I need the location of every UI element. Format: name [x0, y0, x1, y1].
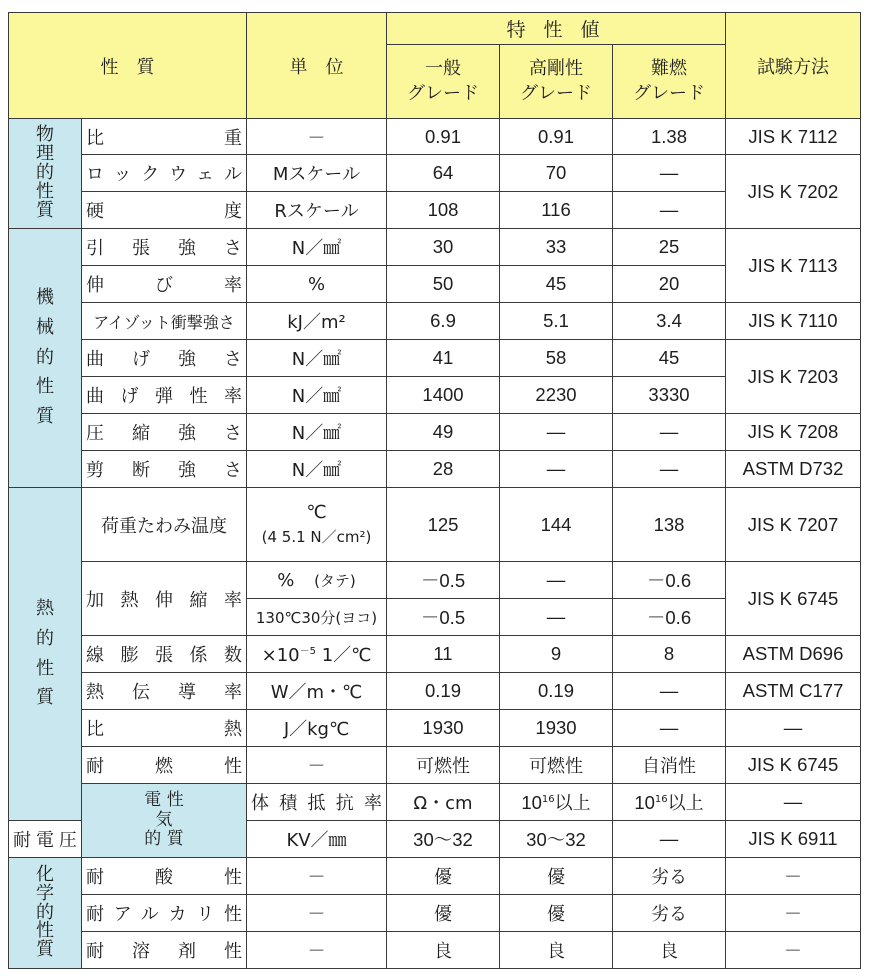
value-high-rigidity: 144: [500, 488, 613, 562]
category-char: 性: [36, 657, 54, 679]
grade-general-line2: グレード: [407, 82, 479, 104]
method-cell: JIS K 7208: [726, 414, 861, 451]
unit-suffix: 1／℃: [321, 645, 372, 666]
table-row: [9, 747, 861, 784]
category-chemical: [9, 858, 82, 969]
property-label: 荷重たわみ温度: [82, 488, 247, 562]
table-row: [9, 784, 861, 821]
value-flame-retardant: —: [726, 784, 861, 821]
method-cell: —: [726, 710, 861, 747]
table-row: [9, 119, 861, 155]
category-line: 気: [155, 809, 173, 830]
header-grade-general: [387, 45, 500, 119]
property-label: 引張強さ: [82, 229, 247, 266]
property-label: 硬 度: [82, 192, 247, 229]
category-char: 化: [36, 863, 54, 885]
grade-high-rigidity-line1: 高剛性: [529, 58, 583, 80]
value-flame-retardant: 劣る: [613, 858, 726, 895]
category-char: 質: [36, 406, 54, 428]
unit-cell: －: [247, 858, 387, 895]
unit-cell: N／㎟: [247, 414, 387, 451]
value-high-rigidity: —: [500, 451, 613, 488]
value-high-rigidity: 優: [500, 858, 613, 895]
value-flame-retardant: —: [613, 451, 726, 488]
value-general: 良: [387, 932, 500, 969]
value-general: [500, 784, 613, 821]
unit-cell: －: [247, 895, 387, 932]
category-char: 学: [36, 882, 54, 904]
unit-cell: %: [247, 266, 387, 303]
category-char: 性: [36, 376, 54, 398]
value-flame-retardant: －0.6: [613, 562, 726, 599]
category-char: 性: [36, 180, 54, 202]
header-unit: [247, 13, 387, 119]
category-line: 電 性: [144, 790, 184, 811]
value-general: 0.19: [387, 673, 500, 710]
value-high-rigidity: 優: [500, 895, 613, 932]
value-general: 可燃性: [387, 747, 500, 784]
method-cell: JIS K 6911: [726, 821, 861, 858]
unit-cell: N／㎟: [247, 377, 387, 414]
value-general: 49: [387, 414, 500, 451]
value-flame-retardant: 良: [613, 932, 726, 969]
value-flame-retardant: —: [613, 821, 726, 858]
unit-cell: [247, 562, 387, 599]
table-row: [9, 710, 861, 747]
value-general: 28: [387, 451, 500, 488]
value-high-rigidity: [613, 784, 726, 821]
value-high-rigidity: 1930: [500, 710, 613, 747]
value-high-rigidity: —: [500, 414, 613, 451]
property-label: 比 重: [82, 119, 247, 155]
property-label: 耐溶剤性: [82, 932, 247, 969]
unit-cell: －: [247, 932, 387, 969]
value-flame-retardant: —: [613, 673, 726, 710]
category-char: 質: [36, 939, 54, 961]
category-char: 機: [36, 286, 54, 308]
table-row: [9, 858, 861, 895]
value-suffix: 以上: [554, 793, 591, 814]
header-method: 試験方法: [726, 13, 861, 119]
value-high-rigidity: 45: [500, 266, 613, 303]
value-flame-retardant: 20: [613, 266, 726, 303]
property-label: アイゾット衝撃強さ: [82, 303, 247, 340]
unit-cell: [247, 636, 387, 673]
property-label: 曲げ弾性率: [82, 377, 247, 414]
property-label: 圧縮強さ: [82, 414, 247, 451]
category-char: 理: [36, 143, 54, 165]
value-high-rigidity: 116: [500, 192, 613, 229]
value-general: －0.5: [387, 562, 500, 599]
value-base: 10: [634, 792, 655, 813]
category-char: 質: [36, 199, 54, 221]
value-exponent: 16: [654, 794, 668, 805]
category-char: 質: [36, 687, 54, 709]
header-grade-flame-retardant: [613, 45, 726, 119]
value-high-rigidity: 0.91: [500, 119, 613, 155]
unit-cell: －: [247, 747, 387, 784]
property-label: 曲げ強さ: [82, 340, 247, 377]
category-electrical: [82, 784, 247, 858]
property-label: 耐アルカリ性: [82, 895, 247, 932]
value-general: 0.91: [387, 119, 500, 155]
method-cell: ASTM D732: [726, 451, 861, 488]
header-property: [9, 13, 247, 119]
method-cell: －: [726, 895, 861, 932]
property-label: 耐電圧: [9, 821, 82, 858]
table-row: [9, 488, 861, 562]
unit-exponent: －5: [299, 646, 316, 657]
value-general: 30～32: [387, 821, 500, 858]
value-flame-retardant: 自消性: [613, 747, 726, 784]
value-flame-retardant: 25: [613, 229, 726, 266]
table-row: [9, 303, 861, 340]
table-row: [9, 673, 861, 710]
value-base: 10: [521, 792, 542, 813]
value-high-rigidity: 良: [500, 932, 613, 969]
method-cell: ASTM D696: [726, 636, 861, 673]
value-high-rigidity: 2230: [500, 377, 613, 414]
value-general: 64: [387, 155, 500, 192]
table-row: [9, 895, 861, 932]
method-cell: ASTM C177: [726, 673, 861, 710]
category-thermal: [9, 488, 82, 821]
value-high-rigidity: 可燃性: [500, 747, 613, 784]
value-exponent: 16: [541, 794, 555, 805]
method-cell: JIS K 6745: [726, 747, 861, 784]
grade-flame-retardant-line1: 難燃: [651, 58, 687, 80]
header-grade-high-rigidity: [500, 45, 613, 119]
unit-line: (4 5.1 N／cm²): [261, 527, 372, 546]
category-char: 的: [36, 346, 54, 368]
unit-cell: Ω・cm: [387, 784, 500, 821]
table-row: [9, 155, 861, 192]
value-general: 11: [387, 636, 500, 673]
table-row: [9, 229, 861, 266]
category-char: 械: [36, 316, 54, 338]
property-label: 体積抵抗率: [247, 784, 387, 821]
value-flame-retardant: 45: [613, 340, 726, 377]
value-general: －0.5: [387, 599, 500, 636]
property-label: 耐酸性: [82, 858, 247, 895]
category-char: 性: [36, 920, 54, 942]
grade-high-rigidity-line2: グレード: [520, 82, 592, 104]
method-cell: JIS K 7112: [726, 119, 861, 155]
unit-line: ℃: [306, 502, 327, 524]
unit-cell: KV／㎜: [247, 821, 387, 858]
unit-cell: N／㎟: [247, 340, 387, 377]
method-cell: －: [726, 932, 861, 969]
property-label: 伸び率: [82, 266, 247, 303]
header-property-text: 性 質: [100, 56, 155, 78]
unit-cell: N／㎟: [247, 451, 387, 488]
value-general: 6.9: [387, 303, 500, 340]
header-characteristic: 特 性 値: [387, 13, 726, 45]
unit-prefix: ×10: [261, 645, 300, 666]
value-flame-retardant: —: [613, 192, 726, 229]
unit-cell: Rスケール: [247, 192, 387, 229]
property-label: ロックウェル: [82, 155, 247, 192]
value-general: 1930: [387, 710, 500, 747]
value-general: 125: [387, 488, 500, 562]
method-cell: JIS K 7203: [726, 340, 861, 414]
category-physical: [9, 119, 82, 229]
property-label: 加熱伸縮率: [82, 562, 247, 636]
value-flame-retardant: 3.4: [613, 303, 726, 340]
unit-cell: N／㎟: [247, 229, 387, 266]
property-label: 比 熱: [82, 710, 247, 747]
method-cell: －: [726, 858, 861, 895]
table-row: [9, 451, 861, 488]
category-char: 熱: [36, 597, 54, 619]
property-label: 剪断強さ: [82, 451, 247, 488]
property-label: 耐燃性: [82, 747, 247, 784]
value-general: 30: [387, 229, 500, 266]
method-cell: JIS K 7113: [726, 229, 861, 303]
value-general: 優: [387, 895, 500, 932]
category-mechanical: [9, 229, 82, 488]
unit-cell: W／m・℃: [247, 673, 387, 710]
property-label: 線膨張係数: [82, 636, 247, 673]
value-high-rigidity: 33: [500, 229, 613, 266]
properties-table: [8, 12, 861, 969]
value-general: 41: [387, 340, 500, 377]
category-char: 物: [36, 124, 54, 146]
value-flame-retardant: 劣る: [613, 895, 726, 932]
table-row: [9, 414, 861, 451]
value-high-rigidity: 0.19: [500, 673, 613, 710]
unit-cell: Mスケール: [247, 155, 387, 192]
value-flame-retardant: —: [613, 710, 726, 747]
table-row: [9, 562, 861, 599]
value-flame-retardant: －0.6: [613, 599, 726, 636]
value-high-rigidity: 5.1: [500, 303, 613, 340]
unit-cell: kJ／m²: [247, 303, 387, 340]
value-high-rigidity: —: [500, 562, 613, 599]
category-char: 的: [36, 627, 54, 649]
value-high-rigidity: 30～32: [500, 821, 613, 858]
property-label: 熱伝導率: [82, 673, 247, 710]
value-high-rigidity: 58: [500, 340, 613, 377]
table-row: [9, 932, 861, 969]
method-cell: JIS K 7110: [726, 303, 861, 340]
value-general: 優: [387, 858, 500, 895]
value-flame-retardant: —: [613, 414, 726, 451]
value-high-rigidity: —: [500, 599, 613, 636]
value-flame-retardant: 3330: [613, 377, 726, 414]
value-suffix: 以上: [667, 793, 704, 814]
unit-cell: －: [247, 119, 387, 155]
header-unit-text: 単 位: [289, 56, 344, 78]
unit-note: (タテ): [314, 571, 356, 590]
value-general: 50: [387, 266, 500, 303]
value-general: 108: [387, 192, 500, 229]
value-general: 1400: [387, 377, 500, 414]
method-cell: JIS K 7202: [726, 155, 861, 229]
value-high-rigidity: 9: [500, 636, 613, 673]
unit-cell: J／kg℃: [247, 710, 387, 747]
value-flame-retardant: 8: [613, 636, 726, 673]
value-high-rigidity: 70: [500, 155, 613, 192]
category-line: 的 質: [144, 829, 184, 850]
unit-cell: 130℃30分(ヨコ): [247, 599, 387, 636]
unit-line: %: [277, 569, 295, 591]
table-row: [9, 636, 861, 673]
value-flame-retardant: 138: [613, 488, 726, 562]
grade-flame-retardant-line2: グレード: [633, 82, 705, 104]
unit-cell: [247, 488, 387, 562]
category-char: 的: [36, 162, 54, 184]
method-cell: JIS K 7207: [726, 488, 861, 562]
value-flame-retardant: 1.38: [613, 119, 726, 155]
table-row: [9, 340, 861, 377]
grade-general-line1: 一般: [425, 58, 461, 80]
value-flame-retardant: —: [613, 155, 726, 192]
method-cell: JIS K 6745: [726, 562, 861, 636]
category-char: 的: [36, 901, 54, 923]
